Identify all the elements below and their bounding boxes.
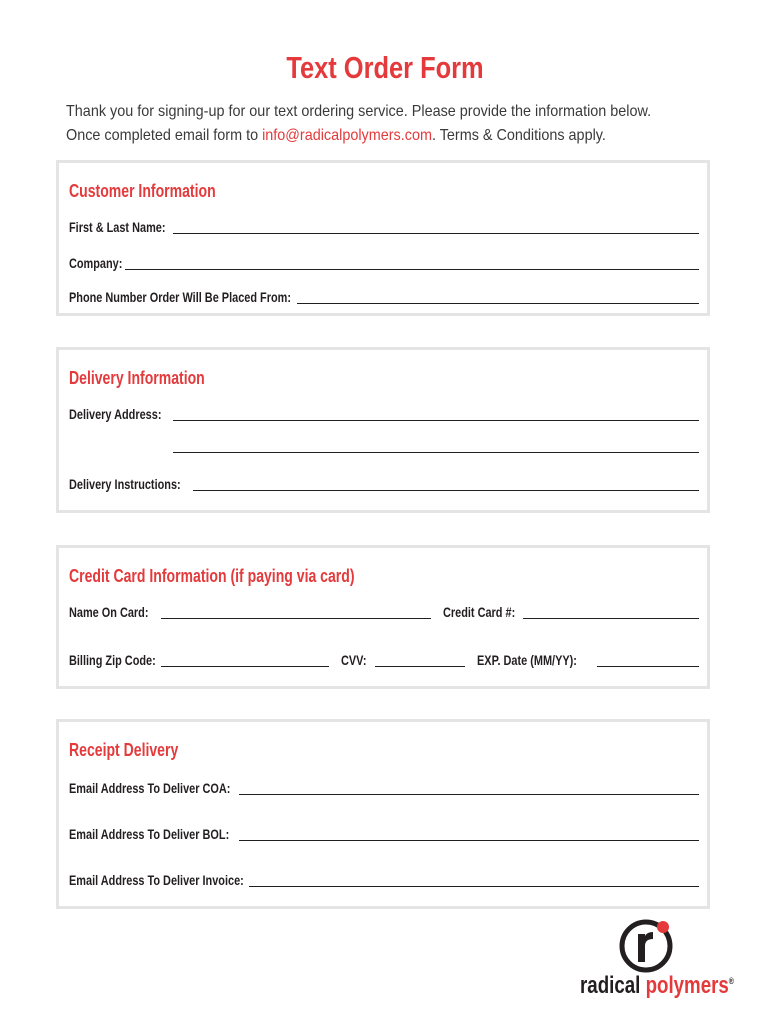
expiry-date-label: EXP. Date (MM/YY): [477,652,577,668]
logo-wordmark [580,972,734,1000]
cvv-field[interactable] [375,666,465,667]
logo-text-dark: radical [580,972,641,999]
radical-polymers-logo [576,914,736,1004]
delivery-address-field-line-2[interactable] [173,452,699,453]
name-on-card-label: Name On Card: [69,604,149,620]
trademark-symbol: ® [728,976,734,986]
intro-text [66,100,723,148]
delivery-instructions-field[interactable] [193,490,699,491]
coa-email-field[interactable] [239,794,699,795]
intro-line-2 [66,124,723,148]
name-label: First & Last Name: [69,219,166,235]
name-on-card-field[interactable] [161,618,431,619]
credit-card-section [56,545,710,689]
expiry-date-field[interactable] [597,666,699,667]
billing-zip-label: Billing Zip Code: [69,652,156,668]
bol-email-field[interactable] [239,840,699,841]
intro-line-2-suffix: . Terms & Conditions apply. [431,127,606,144]
radical-polymers-logo-icon [618,914,678,974]
coa-email-label: Email Address To Deliver COA: [69,780,231,796]
invoice-email-field[interactable] [249,886,699,887]
invoice-email-label: Email Address To Deliver Invoice: [69,872,244,888]
intro-line-2-prefix: Once completed email form to [66,127,263,144]
cvv-label: CVV: [341,652,367,668]
delivery-section-title: Delivery Information [69,368,205,388]
logo-text-accent: polymers [645,972,729,999]
page-title: Text Order Form [286,50,484,85]
intro-line-1: Thank you for signing-up for our text ordering service. Please provide the information below. [66,103,652,120]
credit-card-number-field[interactable] [523,618,699,619]
delivery-information-section [56,347,710,513]
contact-email-link[interactable]: info@radicalpolymers.com [262,127,432,144]
delivery-address-label: Delivery Address: [69,406,162,422]
delivery-instructions-label: Delivery Instructions: [69,476,181,492]
company-field[interactable] [125,269,699,270]
phone-label: Phone Number Order Will Be Placed From: [69,289,291,305]
bol-email-label: Email Address To Deliver BOL: [69,826,230,842]
phone-field[interactable] [297,303,699,304]
customer-information-section [56,160,710,316]
name-field[interactable] [173,233,699,234]
customer-section-title: Customer Information [69,181,216,201]
billing-zip-field[interactable] [161,666,329,667]
company-label: Company: [69,255,123,271]
receipt-delivery-section [56,719,710,909]
delivery-address-field[interactable] [173,420,699,421]
receipt-section-title: Receipt Delivery [69,740,179,760]
credit-card-number-label: Credit Card #: [443,604,516,620]
credit-section-title: Credit Card Information (if paying via card) [69,566,355,586]
